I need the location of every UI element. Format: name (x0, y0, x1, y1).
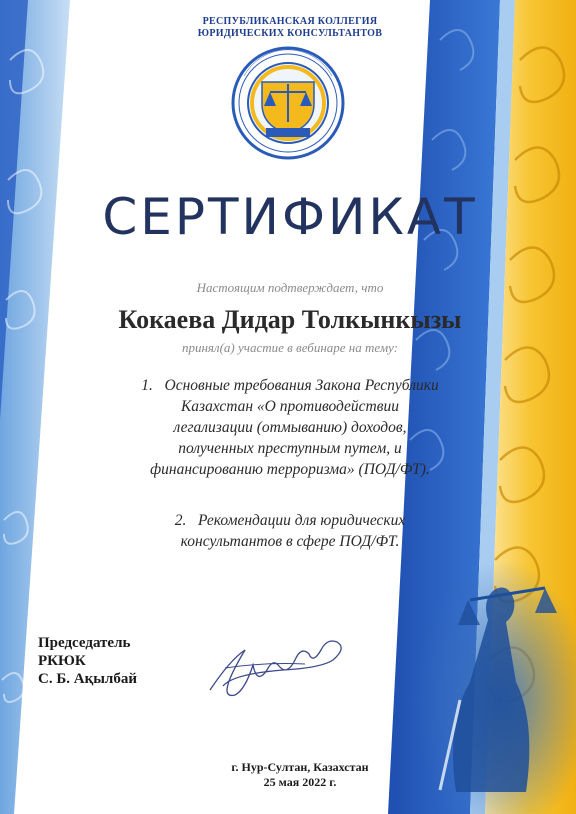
topic-1 (80, 375, 500, 480)
signatory-position: Председатель (38, 635, 131, 651)
recipient-name: Кокаева Дидар Толкынкызы (118, 305, 462, 334)
organization-name-line2: ЮРИДИЧЕСКИХ КОНСУЛЬТАНТОВ (197, 28, 383, 39)
confirmation-text: Настоящим подтверждает, что (196, 280, 384, 295)
participation-text: принял(а) участие в вебинаре на тему: (181, 340, 399, 355)
organization-emblem (233, 48, 343, 158)
topic-2 (80, 510, 500, 552)
topic-line: финансированию терроризма» (ПОД/ФТ). (150, 461, 430, 478)
signatory-block (38, 634, 137, 688)
certificate-title: СЕРТИФИКАТ (102, 188, 478, 246)
signatory-name: С. Б. Ақылбай (38, 671, 137, 687)
topic-line: полученных преступным путем, и (178, 440, 402, 457)
topic-line (80, 510, 500, 531)
topic-line: консультантов в сфере ПОД/ФТ. (180, 533, 400, 550)
issue-place: г. Нур-Султан, Казахстан (231, 760, 369, 774)
topic-text: Основные требования Закона Республики (164, 377, 439, 394)
topic-number: 1. (141, 377, 153, 394)
signatory-organization: РКЮК (38, 653, 86, 669)
organization-name-line1: РЕСПУБЛИКАНСКАЯ КОЛЛЕГИЯ (202, 16, 378, 27)
topic-line: легализации (отмыванию) доходов, (173, 419, 407, 436)
topic-text: Рекомендации для юридических (197, 512, 406, 529)
topic-line (80, 375, 500, 396)
issue-date: 25 мая 2022 г. (263, 775, 337, 789)
issue-block (180, 760, 420, 790)
topic-number: 2. (174, 512, 187, 529)
topic-line: Казахстан «О противодействии (181, 398, 399, 415)
signature (210, 641, 341, 695)
